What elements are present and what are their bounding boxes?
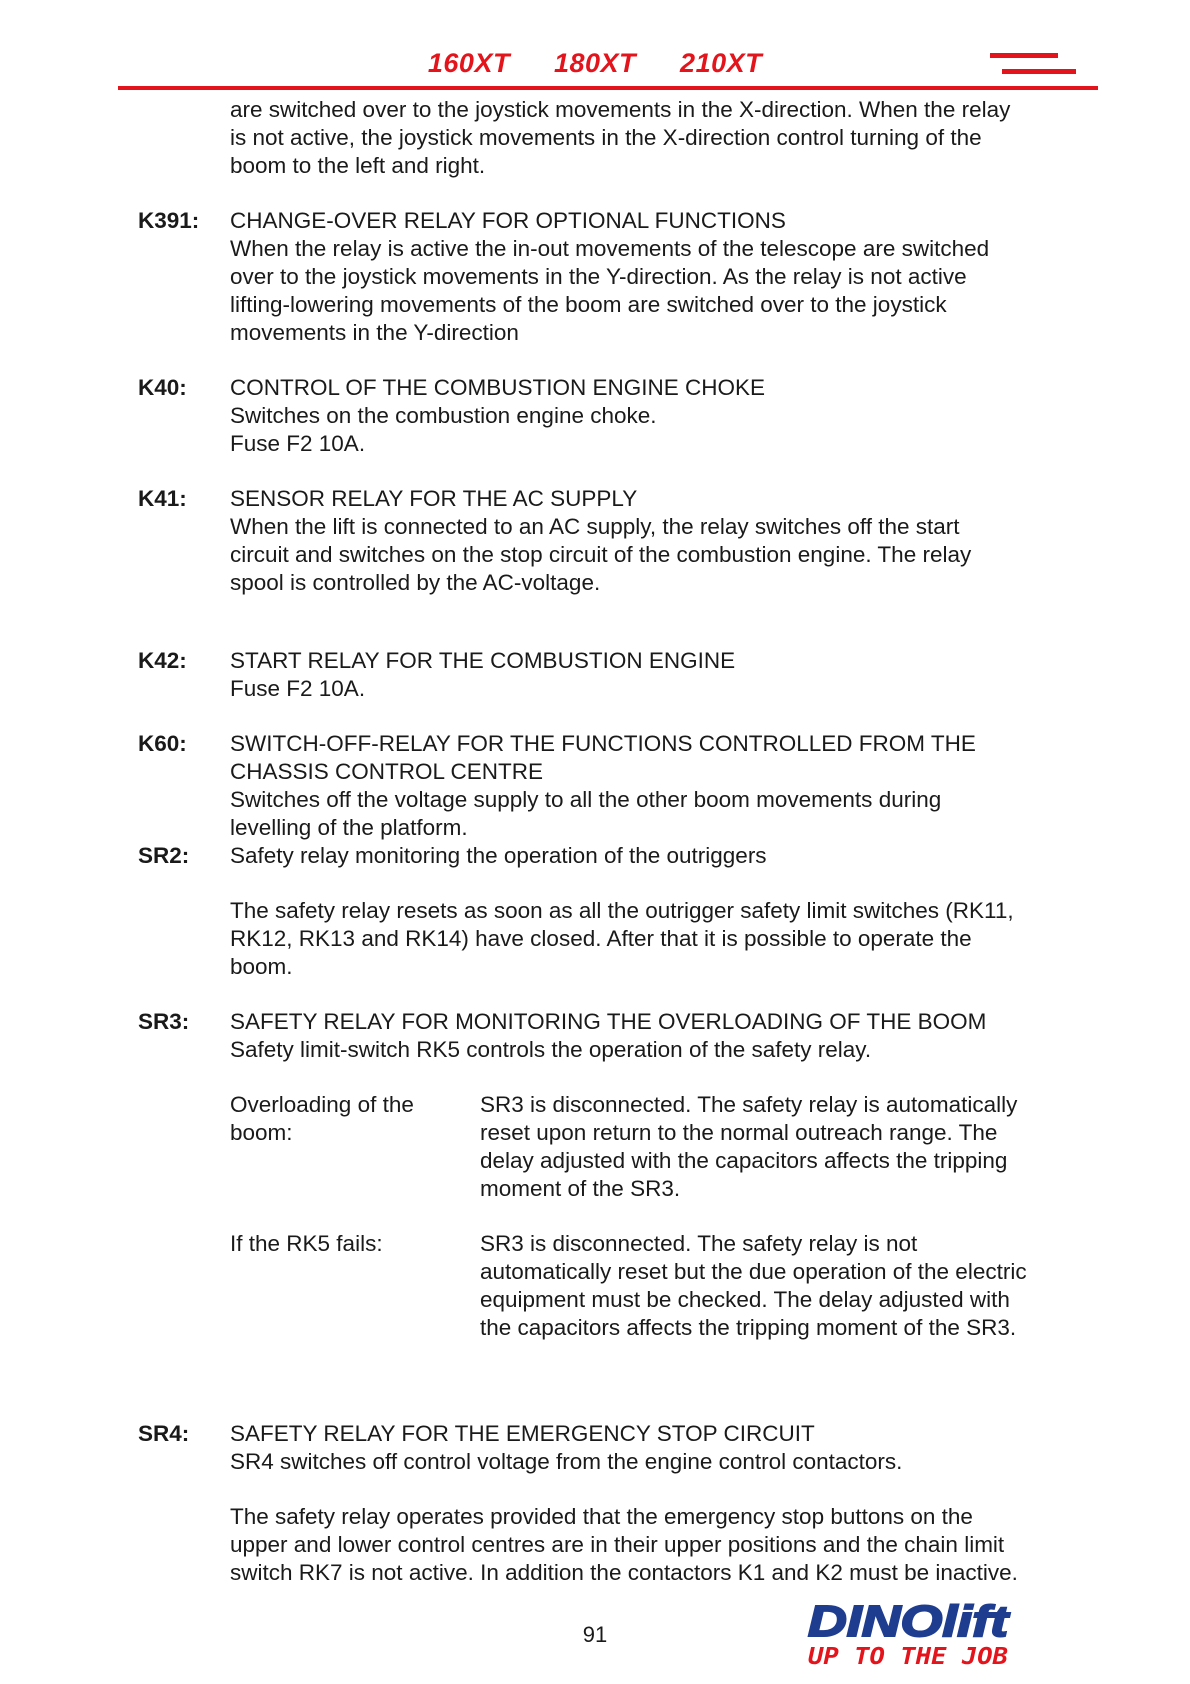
entry-code: K391: — [138, 208, 200, 233]
model-160xt: 160XT — [427, 48, 510, 78]
logo-name: DINOlift — [808, 1597, 1011, 1646]
entry-title: SWITCH-OFF-RELAY FOR THE FUNCTIONS CONTROLLED FROM THE — [230, 731, 976, 756]
entry-title: SENSOR RELAY FOR THE AC SUPPLY — [230, 486, 638, 511]
entry-title: START RELAY FOR THE COMBUSTION ENGINE — [230, 648, 736, 673]
entry-code: K41: — [138, 486, 187, 511]
condition-text: reset upon return to the normal outreach range. The — [480, 1120, 998, 1145]
entry-line: over to the joystick movements in the Y-direction. As the relay is not active — [230, 264, 967, 289]
entry-line: upper and lower control centres are in their upper positions and the chain limit — [230, 1532, 1005, 1557]
entry-code: K42: — [138, 648, 187, 673]
entry-code: SR4: — [138, 1421, 190, 1446]
entry-code: SR3: — [138, 1009, 190, 1034]
model-210xt: 210XT — [680, 48, 763, 78]
entry-line: The safety relay resets as soon as all the outrigger safety limit switches (RK11, — [230, 898, 1014, 923]
intro-line: boom to the left and right. — [230, 153, 486, 178]
entry-sr4 — [138, 1420, 1078, 1587]
entry-line: Safety limit-switch RK5 controls the operation of the safety relay. — [230, 1037, 872, 1062]
entry-line: When the lift is connected to an AC supply, the relay switches off the start — [230, 514, 960, 539]
entry-code: K60: — [138, 731, 187, 756]
intro-line: is not active, the joystick movements in the X-direction control turning of the — [230, 125, 982, 150]
condition-label: boom: — [230, 1120, 293, 1145]
entry-code: K40: — [138, 375, 187, 400]
entry-sr3 — [138, 1008, 1078, 1342]
entry-line: boom. — [230, 954, 293, 979]
entry-line: SR4 switches off control voltage from the engine control contactors. — [230, 1449, 903, 1474]
condition-text: SR3 is disconnected. The safety relay is not — [480, 1231, 918, 1256]
header-rule — [118, 86, 1098, 90]
entry-line: spool is controlled by the AC-voltage. — [230, 570, 601, 595]
entry-line: Fuse F2 10A. — [230, 431, 366, 456]
entry-code: SR2: — [138, 843, 190, 868]
entry-line: lifting-lowering movements of the boom are switched over to the joystick — [230, 292, 947, 317]
page-number: 91 — [582, 1622, 608, 1647]
condition-text: SR3 is disconnected. The safety relay is automatically — [480, 1092, 1018, 1117]
entry-line: movements in the Y-direction — [230, 320, 519, 345]
entry-k41 — [138, 485, 1078, 597]
entry-title: CHANGE-OVER RELAY FOR OPTIONAL FUNCTIONS — [230, 208, 786, 233]
entry-k391 — [138, 207, 1078, 347]
entry-line: Fuse F2 10A. — [230, 676, 366, 701]
condition-text: the capacitors affects the tripping moment of the SR3. — [480, 1315, 1017, 1340]
entry-k42 — [138, 647, 1078, 703]
entry-title: SAFETY RELAY FOR MONITORING THE OVERLOADING OF THE BOOM — [230, 1009, 987, 1034]
entry-line: Switches on the combustion engine choke. — [230, 403, 657, 428]
entry-line: switch RK7 is not active. In addition the contactors K1 and K2 must be inactive. — [230, 1560, 1018, 1585]
condition-label: If the RK5 fails: — [230, 1231, 383, 1256]
model-180xt: 180XT — [553, 48, 637, 78]
condition-text: delay adjusted with the capacitors affects the tripping — [480, 1148, 1008, 1173]
entry-line: circuit and switches on the stop circuit of the combustion engine. The relay — [230, 542, 972, 567]
entry-k60 — [138, 730, 1078, 842]
intro-continuation — [138, 96, 1078, 180]
condition-text: moment of the SR3. — [480, 1176, 681, 1201]
entry-title: SAFETY RELAY FOR THE EMERGENCY STOP CIRCUIT — [230, 1421, 815, 1446]
entry-title: CONTROL OF THE COMBUSTION ENGINE CHOKE — [230, 375, 766, 400]
entry-sr2 — [138, 842, 1078, 981]
header-mark-bottom — [1002, 69, 1076, 74]
condition-row — [230, 1230, 1078, 1342]
condition-text: equipment must be checked. The delay adjusted with — [480, 1287, 1010, 1312]
entry-line: Switches off the voltage supply to all the other boom movements during — [230, 787, 942, 812]
entry-line: levelling of the platform. — [230, 815, 468, 840]
intro-line: are switched over to the joystick movements in the X-direction. When the relay — [230, 97, 1011, 122]
condition-label: Overloading of the — [230, 1092, 414, 1117]
entry-k40 — [138, 374, 1078, 458]
entry-title: CHASSIS CONTROL CENTRE — [230, 759, 543, 784]
entry-title: Safety relay monitoring the operation of the outriggers — [230, 843, 767, 868]
dinolift-logo — [804, 1596, 1014, 1670]
logo-tagline: UP TO THE JOB — [808, 1644, 1009, 1670]
header-mark-top — [990, 53, 1058, 58]
page-content — [138, 96, 1078, 1587]
entry-line: The safety relay operates provided that the emergency stop buttons on the — [230, 1504, 973, 1529]
condition-row — [230, 1091, 1078, 1203]
entry-line: When the relay is active the in-out movements of the telescope are switched — [230, 236, 990, 261]
condition-text: automatically reset but the due operation of the electric — [480, 1259, 1027, 1284]
entry-line: RK12, RK13 and RK14) have closed. After that it is possible to operate the — [230, 926, 972, 951]
